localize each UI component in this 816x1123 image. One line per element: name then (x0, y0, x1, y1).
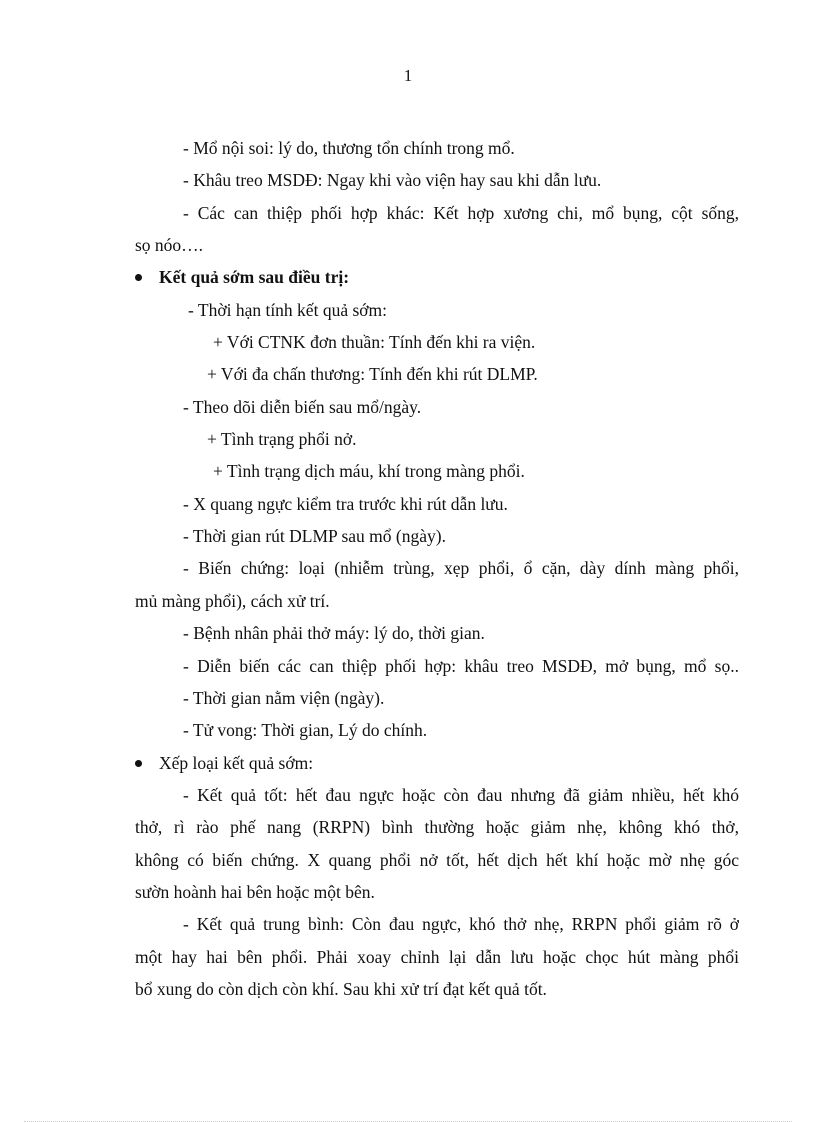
text-line: một hay hai bên phổi. Phải xoay chỉnh lại dẫn lưu hoặc chọc hút màng phổi (135, 946, 739, 967)
text-line: thở, rì rào phế nang (RRPN) bình thường hoặc giảm nhẹ, không khó thở, (135, 817, 739, 838)
text-line: - Kết quả trung bình: Còn đau ngực, khó thở nhẹ, RRPN phổi giảm rõ ở (183, 914, 739, 935)
text-line: - Kết quả tốt: hết đau ngực hoặc còn đau nhưng đã giảm nhiều, hết khó (183, 784, 739, 805)
section-heading-text: Kết quả sớm sau điều trị: (159, 267, 350, 288)
section-heading (135, 261, 739, 293)
text-line: + Tình trạng dịch máu, khí trong màng phổi. (213, 461, 525, 482)
page-bottom-divider (24, 1121, 792, 1122)
text-line: + Tình trạng phổi nở. (207, 429, 357, 450)
section-heading (135, 747, 739, 779)
text-line: - Theo dõi diễn biến sau mổ/ngày. (183, 396, 422, 417)
text-line: sườn hoành hai bên hoặc một bên. (135, 881, 375, 902)
text-line: sọ nóo…. (135, 235, 204, 256)
text-line: - Thời hạn tính kết quả sớm: (188, 299, 387, 320)
page-number: 1 (403, 66, 413, 85)
section-heading-text: Xếp loại kết quả sớm: (159, 752, 314, 773)
text-line: không có biến chứng. X quang phổi nở tốt, hết dịch hết khí hoặc mờ nhẹ góc (135, 849, 739, 870)
text-line: - Diễn biến các can thiệp phối hợp: khâu treo MSDĐ, mở bụng, mổ sọ.. (183, 655, 739, 676)
text-line: mủ màng phổi), cách xử trí. (135, 590, 330, 611)
text-line: - Mổ nội soi: lý do, thương tổn chính trong mổ. (183, 138, 515, 158)
text-line: - Khâu treo MSDĐ: Ngay khi vào viện hay sau khi dẫn lưu. (183, 170, 602, 191)
text-line: - Tử vong: Thời gian, Lý do chính. (183, 720, 428, 741)
document-body (135, 132, 739, 1005)
text-line: - X quang ngực kiểm tra trước khi rút dẫn lưu. (183, 493, 508, 514)
text-line: + Với CTNK đơn thuần: Tính đến khi ra viện. (213, 332, 536, 353)
text-line: + Với đa chấn thương: Tính đến khi rút DLMP. (207, 364, 538, 385)
text-line: - Thời gian nằm viện (ngày). (183, 687, 385, 708)
text-line: - Bệnh nhân phải thở máy: lý do, thời gian. (183, 623, 485, 644)
bullet-icon (135, 760, 142, 767)
text-line: - Biến chứng: loại (nhiễm trùng, xẹp phổi, ổ cặn, dày dính màng phổi, (183, 558, 739, 579)
bullet-icon (135, 274, 142, 281)
text-line: - Thời gian rút DLMP sau mổ (ngày). (183, 526, 446, 547)
text-line: - Các can thiệp phối hợp khác: Kết hợp xương chi, mổ bụng, cột sống, (183, 202, 739, 223)
text-line: bổ xung do còn dịch còn khí. Sau khi xử trí đạt kết quả tốt. (135, 978, 547, 999)
